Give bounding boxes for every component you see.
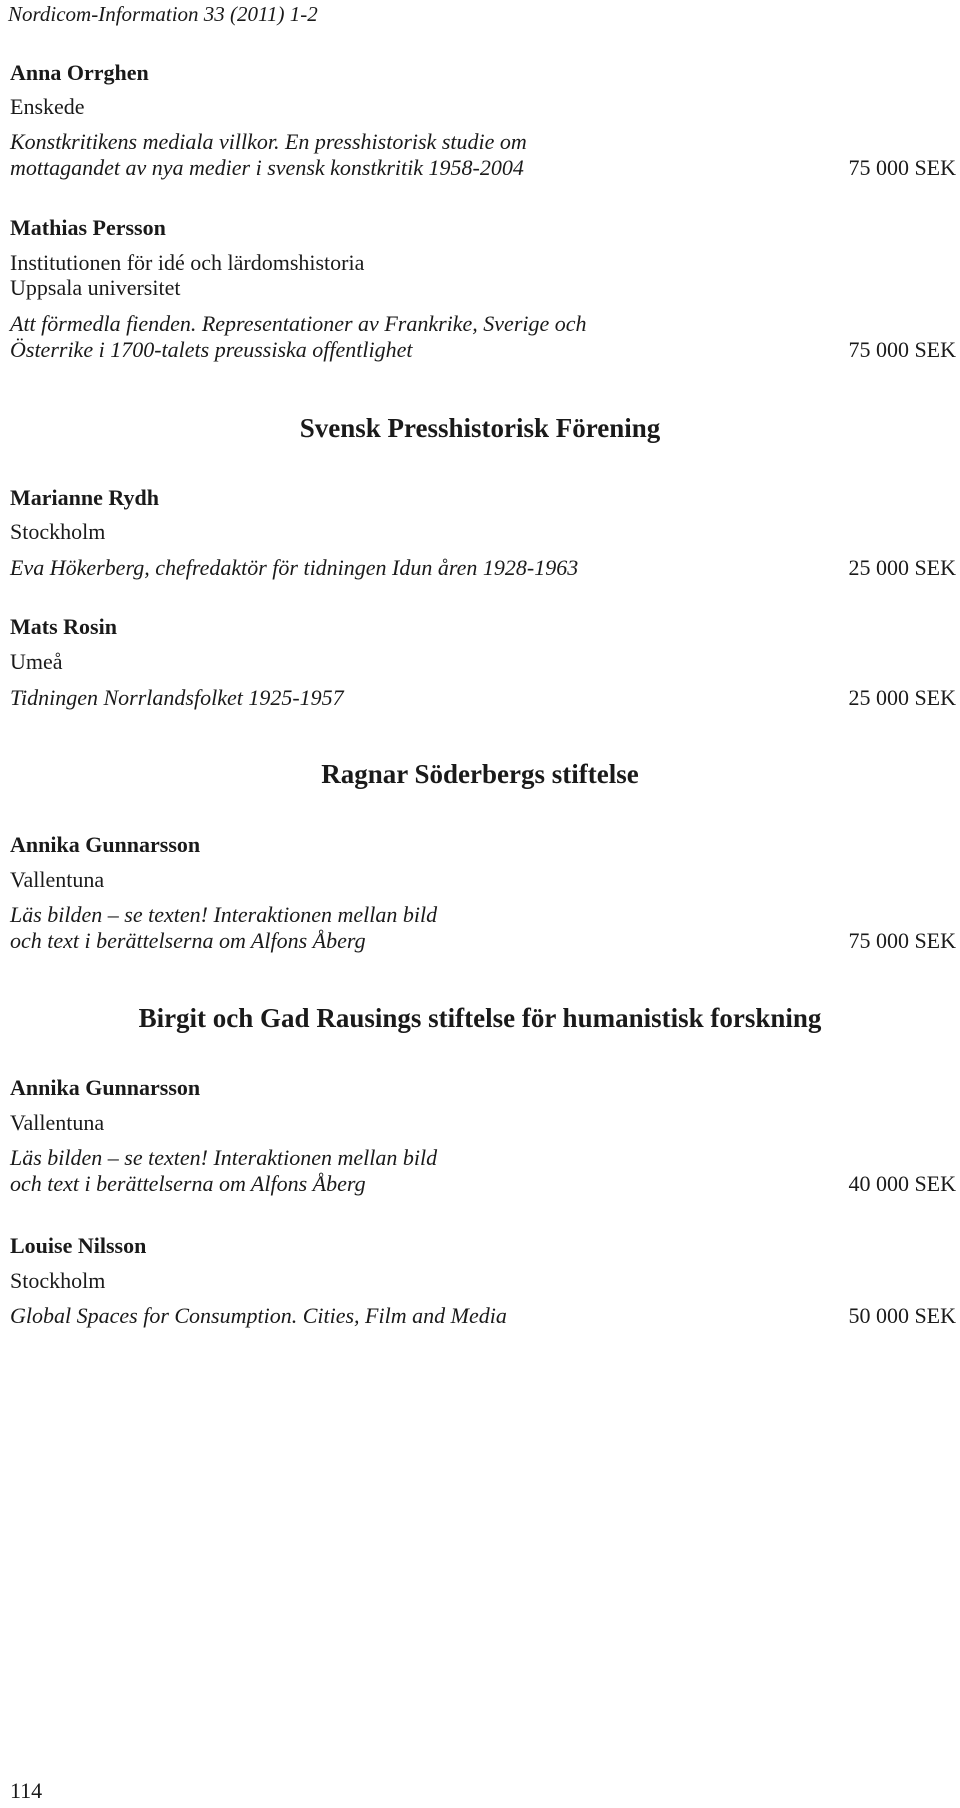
grant-amount: 25 000 SEK: [848, 685, 956, 710]
grantee-name: Annika Gunnarsson: [10, 832, 201, 857]
project-title-line: och text i berättelserna om Alfons Åberg: [10, 928, 366, 953]
project-title-line: Global Spaces for Consumption. Cities, Film and Media: [10, 1303, 507, 1328]
grantee-affiliation: Uppsala universitet: [10, 275, 181, 300]
grant-amount: 40 000 SEK: [848, 1171, 956, 1196]
grant-amount: 75 000 SEK: [848, 928, 956, 953]
grantee-name: Anna Orrghen: [10, 60, 149, 85]
grantee-affiliation: Institutionen för idé och lärdomshistoria: [10, 250, 365, 275]
project-title-line: Läs bilden – se texten! Interaktionen mellan bild: [10, 1145, 438, 1170]
page-number: 114: [10, 1778, 43, 1803]
grantee-name: Mats Rosin: [10, 614, 117, 639]
grant-amount: 25 000 SEK: [848, 555, 956, 580]
project-title-line: Eva Hökerberg, chefredaktör för tidningen Idun åren 1928-1963: [10, 555, 579, 580]
grantee-name: Annika Gunnarsson: [10, 1075, 201, 1100]
running-header: Nordicom-Information 33 (2011) 1-2: [8, 2, 318, 26]
grantee-place: Umeå: [10, 649, 63, 674]
grantee-place: Stockholm: [10, 1268, 106, 1293]
grantee-place: Vallentuna: [10, 867, 105, 892]
grantee-name: Louise Nilsson: [10, 1233, 147, 1258]
grantee-place: Stockholm: [10, 519, 106, 544]
project-title-line: Läs bilden – se texten! Interaktionen mellan bild: [10, 902, 438, 927]
section-heading: Ragnar Söderbergs stiftelse: [321, 759, 639, 789]
grant-amount: 50 000 SEK: [848, 1303, 956, 1328]
project-title-line: och text i berättelserna om Alfons Åberg: [10, 1171, 366, 1196]
grant-amount: 75 000 SEK: [848, 155, 956, 180]
project-title-line: Österrike i 1700-talets preussiska offentlighet: [10, 337, 413, 362]
section-heading: Svensk Presshistorisk Förening: [299, 413, 661, 443]
grant-amount: 75 000 SEK: [848, 337, 956, 362]
section-heading: Birgit och Gad Rausings stiftelse för humanistisk forskning: [138, 1003, 822, 1033]
project-title-line: Konstkritikens mediala villkor. En presshistorisk studie om: [10, 129, 527, 154]
grantee-name: Marianne Rydh: [10, 485, 159, 510]
grantee-place: Enskede: [10, 94, 85, 119]
grantee-place: Vallentuna: [10, 1110, 105, 1135]
project-title-line: Att förmedla fienden. Representationer av Frankrike, Sverige och: [10, 311, 587, 336]
project-title-line: mottagandet av nya medier i svensk konstkritik 1958-2004: [10, 155, 524, 180]
project-title-line: Tidningen Norrlandsfolket 1925-1957: [10, 685, 344, 710]
grantee-name: Mathias Persson: [10, 215, 166, 240]
